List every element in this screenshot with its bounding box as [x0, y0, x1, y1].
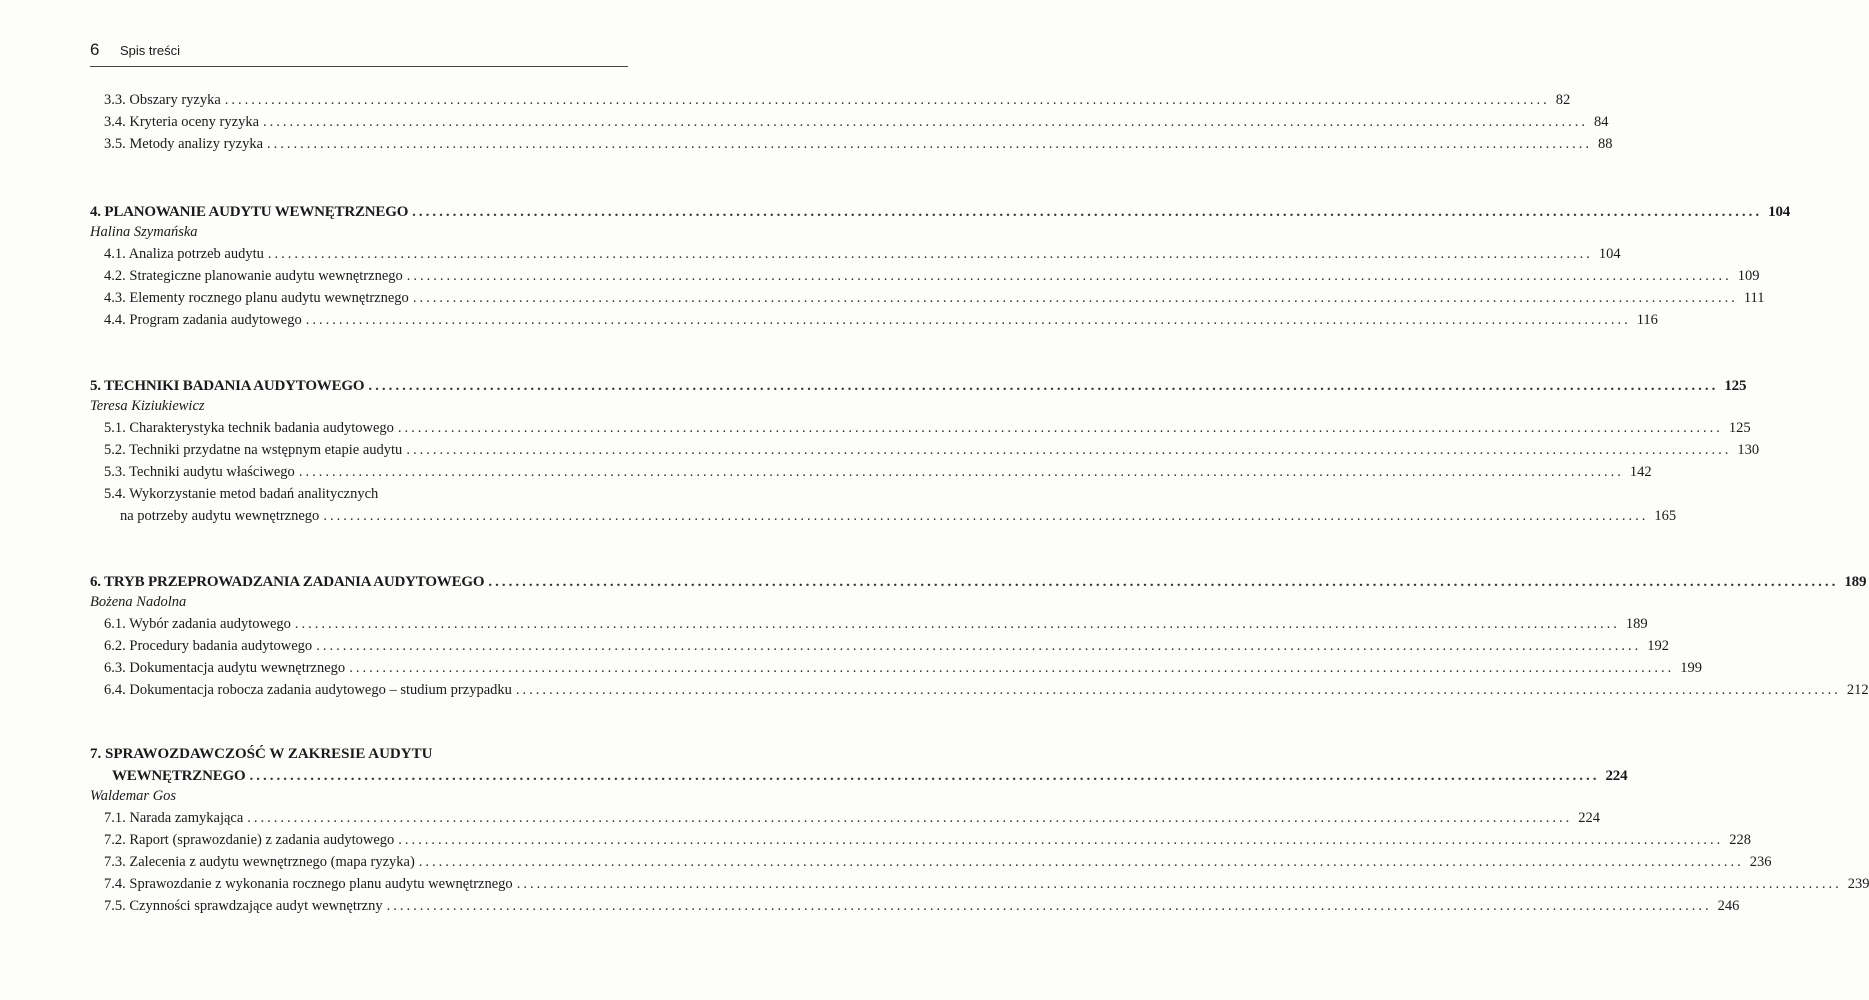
chapter-heading: 7. SPRAWOZDAWCZOŚĆ W ZAKRESIE AUDYTU — [90, 746, 433, 762]
toc-entry: 5.3. Techniki audytu właściwego ........................................................................................................................................................................................................ 142 — [104, 464, 1652, 480]
toc-entry: 5.2. Techniki przydatne na wstępnym etapie audytu ........................................................................................................................................................................................................ 130 — [104, 442, 1760, 458]
dot-leader: ........................................................................................................................................................................................................ — [349, 660, 1675, 676]
dot-leader: ........................................................................................................................................................................................................ — [412, 290, 1738, 306]
toc-entry: 6.3. Dokumentacja audytu wewnętrznego ........................................................................................................................................................................................................ 199 — [104, 660, 1702, 676]
dot-leader: ........................................................................................................................................................................................................ — [488, 574, 1839, 590]
dot-leader: ........................................................................................................................................................................................................ — [298, 464, 1624, 480]
dot-leader: ........................................................................................................................................................................................................ — [323, 508, 1649, 524]
running-title: Spis treści — [120, 43, 180, 58]
toc-entry-label: 5.4. Wykorzystanie metod badań analitycznych — [104, 486, 379, 502]
dot-leader: ........................................................................................................................................................................................................ — [224, 92, 1550, 108]
dot-leader: ........................................................................................................................................................................................................ — [247, 810, 1573, 826]
dot-leader: ........................................................................................................................................................................................................ — [406, 268, 1732, 284]
dot-leader: ........................................................................................................................................................................................................ — [397, 420, 1723, 436]
toc-entry: 7.4. Sprawozdanie z wykonania rocznego planu audytu wewnętrznego ........................................................................................................................................................................................................ 239 — [104, 876, 1869, 892]
toc-entry: 7.1. Narada zamykająca ........................................................................................................................................................................................................ 224 — [104, 810, 1601, 826]
dot-leader: ........................................................................................................................................................................................................ — [516, 876, 1842, 892]
dot-leader: ........................................................................................................................................................................................................ — [386, 898, 1712, 914]
toc-entry: 3.3. Obszary ryzyka ........................................................................................................................................................................................................ 82 — [104, 92, 1571, 108]
dot-leader: ........................................................................................................................................................................................................ — [515, 682, 1841, 698]
toc-entry: 3.4. Kryteria oceny ryzyka ........................................................................................................................................................................................................ 84 — [104, 114, 1609, 130]
dot-leader: ........................................................................................................................................................................................................ — [368, 378, 1719, 394]
dot-leader: ........................................................................................................................................................................................................ — [249, 768, 1600, 784]
toc-entry: 4.4. Program zadania audytowego ........................................................................................................................................................................................................ 116 — [104, 312, 1658, 328]
chapter-author: Bożena Nadolna — [90, 594, 187, 610]
toc-entry: 4.3. Elementy rocznego planu audytu wewnętrznego ........................................................................................................................................................................................................ 111 — [104, 290, 1765, 306]
toc-entry: 6.1. Wybór zadania audytowego ........................................................................................................................................................................................................ 189 — [104, 616, 1648, 632]
dot-leader: ........................................................................................................................................................................................................ — [418, 854, 1744, 870]
chapter-author: Waldemar Gos — [90, 788, 177, 804]
toc-entry: na potrzeby audytu wewnętrznego ........................................................................................................................................................................................................ 165 — [120, 508, 1677, 524]
page-number: 6 — [90, 40, 100, 59]
chapter-author: Teresa Kiziukiewicz — [90, 398, 205, 414]
dot-leader: ........................................................................................................................................................................................................ — [305, 312, 1631, 328]
dot-leader: ........................................................................................................................................................................................................ — [316, 638, 1642, 654]
chapter-heading: 4. PLANOWANIE AUDYTU WEWNĘTRZNEGO ........................................................................................................................................................................................................ 104 — [90, 204, 1791, 220]
dot-leader: ........................................................................................................................................................................................................ — [398, 832, 1724, 848]
dot-leader: ........................................................................................................................................................................................................ — [294, 616, 1620, 632]
toc-entry: 7.5. Czynności sprawdzające audyt wewnętrzny ........................................................................................................................................................................................................ 246 — [104, 898, 1740, 914]
dot-leader: ........................................................................................................................................................................................................ — [412, 204, 1763, 220]
chapter-author: Halina Szymańska — [90, 224, 198, 240]
toc-entry: 5.1. Charakterystyka technik badania audytowego ........................................................................................................................................................................................................ 125 — [104, 420, 1751, 436]
chapter-heading: 6. TRYB PRZEPROWADZANIA ZADANIA AUDYTOWEGO ........................................................................................................................................................................................................ 189 — [90, 574, 1867, 590]
dot-leader: ........................................................................................................................................................................................................ — [267, 136, 1593, 152]
dot-leader: ........................................................................................................................................................................................................ — [406, 442, 1732, 458]
dot-leader: ........................................................................................................................................................................................................ — [263, 114, 1589, 130]
toc-entry: 3.5. Metody analizy ryzyka ........................................................................................................................................................................................................ 88 — [104, 136, 1613, 152]
toc-entry: 4.1. Analiza potrzeb audytu ........................................................................................................................................................................................................ 104 — [104, 246, 1621, 262]
toc-entry: 6.2. Procedury badania audytowego ........................................................................................................................................................................................................ 192 — [104, 638, 1669, 654]
chapter-heading-cont: WEWNĘTRZNEGO ........................................................................................................................................................................................................ 224 — [112, 768, 1628, 784]
toc-entry: 6.4. Dokumentacja robocza zadania audytowego – studium przypadku ........................................................................................................................................................................................................ 212 — [104, 682, 1869, 698]
toc-entry: 7.2. Raport (sprawozdanie) z zadania audytowego ........................................................................................................................................................................................................ 228 — [104, 832, 1752, 848]
dot-leader: ........................................................................................................................................................................................................ — [267, 246, 1593, 262]
toc-entry: 4.2. Strategiczne planowanie audytu wewnętrznego ........................................................................................................................................................................................................ 109 — [104, 268, 1760, 284]
page-header — [90, 38, 628, 67]
chapter-heading: 5. TECHNIKI BADANIA AUDYTOWEGO ........................................................................................................................................................................................................ 125 — [90, 378, 1747, 394]
toc-entry: 7.3. Zalecenia z audytu wewnętrznego (mapa ryzyka) ........................................................................................................................................................................................................ 236 — [104, 854, 1772, 870]
